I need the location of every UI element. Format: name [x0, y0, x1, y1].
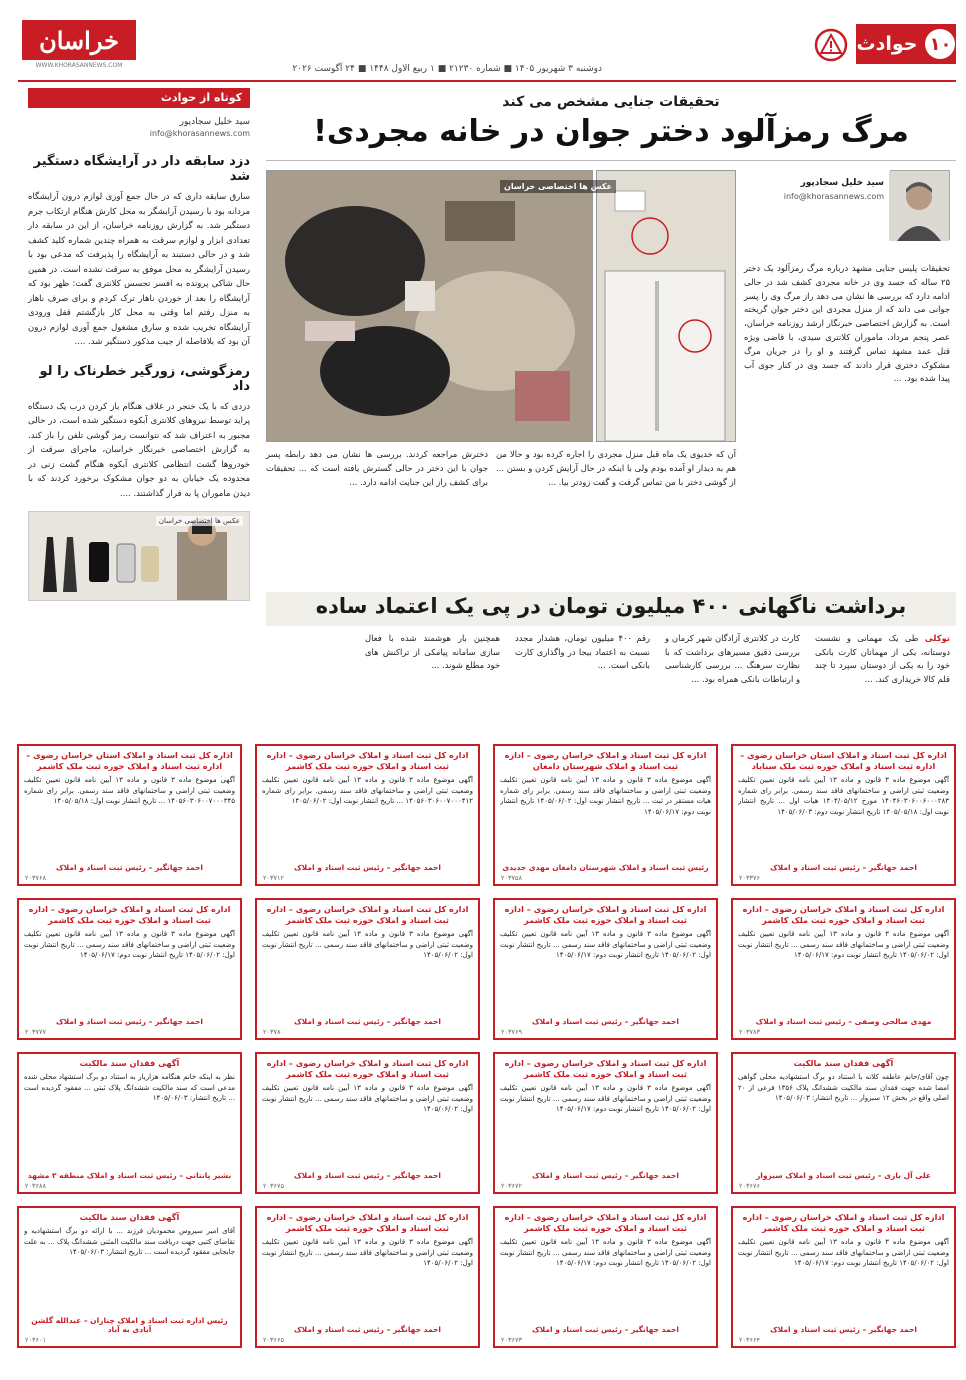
notice-body: آگهی موضوع ماده ۳ قانون و ماده ۱۳ آیین نامه قانون تعیین تکلیف وضعیت ثبتی اراضی و ساختمانهای فاقد سند رسمی ... تاریخ انتشار نوبت اول: ۱۴۰۵/۰۶/۰۲ تاریخ انتشار نوبت دوم: ۱۴۰۵/۰۶/۱۷	[500, 1084, 711, 1113]
notice-title: اداره کل ثبت اسناد و املاک خراسان رضوی – اداره ثبت اسناد و املاک حوزه ثبت ملک کاشمر	[742, 1212, 945, 1233]
story2-text: طی یک مهمانی و نشست دوستانه، یکی از مهمانان کارت بانکی خود را به یکی از دوستان سپرد تا چند قلم کالا خریداری کند. ...	[815, 633, 950, 684]
story2-column: کارت در کلانتری آزادگان شهر کرمان و بررسی دقیق مسیرهای برداشت که با نظارت سرهنگ ... بررسی کارشناسی و ارتباطات بانکی همراه بود. ...	[665, 633, 800, 684]
notice-code: ۲۰۳۶۷۳	[501, 1336, 522, 1344]
story2-column	[815, 632, 950, 732]
story2-column: رقم ۴۰۰ میلیون تومان، هشدار مجدد نسبت به اعتماد بیجا در واگذاری کارت بانکی است. ...	[515, 633, 650, 671]
legal-notice[interactable]	[255, 1052, 480, 1194]
legal-notice[interactable]	[255, 898, 480, 1040]
brief-body: دزدی که با یک خنجر در غلاف هنگام باز کردن درب یک دستگاه پراید توسط نیروهای کلانتری آبکوه دستگیر شده است، در حالی مجبور به اعتراف شد که نتوانست رمز گوشی تلفن را باز کند. به گزارش اختصاصی خبرنگار خراسان، ماجرای سرقت از خودروها گشت انتظامی کلانتری آبکوه هنگام گشت زنی در محدوده یک خیابان به دو جوان مشکوک برخورد کردند که با دیدن ماموران پا به فرار گذاشتند. ....	[28, 401, 250, 499]
notice-signature: احمد جهانگیر – رئیس ثبت اسناد و املاک	[532, 1325, 679, 1334]
warning-icon	[814, 28, 848, 62]
notice-code: ۲۰۳۶۸۸	[25, 1182, 46, 1190]
notice-body: آگهی موضوع ماده ۳ قانون و ماده ۱۳ آیین نامه قانون تعیین تکلیف وضعیت ثبتی اراضی و ساختمانهای فاقد سند رسمی ... تاریخ انتشار نوبت اول: ۱۴۰۵/۰۶/۰۲ تاریخ انتشار نوبت دوم: ۱۴۰۵/۰۶/۱۷	[500, 930, 711, 959]
notice-title: اداره کل ثبت اسناد و املاک خراسان رضوی – اداره ثبت اسناد و املاک حوزه ثبت ملک کاشمر	[504, 1212, 707, 1233]
notice-title: آگهی فقدان سند مالکیت	[79, 1058, 180, 1068]
story-byline	[783, 170, 950, 250]
notice-title: اداره کل ثبت اسناد و املاک استان خراسان رضوی – اداره ثبت اسناد و املاک حوزه ثبت ملک سناباد	[740, 750, 947, 771]
notice-signature: علی آل بازی – رئیس ثبت اسناد و املاک سبزوار	[755, 1171, 932, 1180]
notice-title: اداره کل ثبت اسناد و املاک استان خراسان رضوی – اداره ثبت اسناد و املاک حوزه ثبت ملک کاشمر	[26, 750, 233, 771]
brief-headline: دزد سابقه دار در آرایشگاه دستگیر شد	[33, 154, 250, 184]
legal-notice[interactable]	[255, 1206, 480, 1348]
author-avatar	[890, 170, 950, 240]
legal-notice[interactable]	[17, 744, 242, 886]
section-name: حوادث	[856, 33, 918, 55]
page-header	[0, 0, 966, 82]
notice-signature: احمد جهانگیر – رئیس ثبت اسناد و املاک	[294, 1171, 441, 1180]
notice-body: آقای امیر سیروس محمودیان فرزند ... با ارائه دو برگ استشهادیه و تقاضای کتبی جهت دریافت سند مالکیت المثنی ششدانگ پلاک ... به علت جابجایی مفقود گردیده است ... تاریخ انتشار: ۱۴۰۵/۰۶/۰۳	[24, 1227, 235, 1256]
legal-notice[interactable]	[17, 898, 242, 1040]
sidebar-title: کوتاه از حوادث	[28, 88, 250, 108]
legal-notice[interactable]	[731, 1206, 956, 1348]
brief-body: سارق سابقه داری که در حال جمع آوری لوازم درون آرایشگاه مردانه بود با رسیدن آرایشگر به محل کارش هنگام ارتکاب جرم دستگیر شد. به گزارش روزنامه خراسان، از این در سابقه دار تعدادی ابزار و لوازم سرقت به همراه چندین شماره کلید کشف شد و در حالی دستبند به آرایشگاه را پذیرفت که مدعی بود با رسیدن آرایشگر به محل موفق به سرقت نشده است. در همین حال شاکی پرونده به افسر تجسس کلانتری گفت: ظهر بود که آرایشگاه را بعد از خوردن ناهار ترک کردم و برای صرف ناهار به منزل رفتم اما وقتی به محل کار بازگشتم قفل ورودی آرایشگاه تخریب شده و سارق مشغول جمع آوری لوازم درون آن بود که بلافاصله از جیب مذکور دستگیر شد. ....	[28, 192, 250, 347]
notice-body: آگهی موضوع ماده ۳ قانون و ماده ۱۳ آیین نامه قانون تعیین تکلیف وضعیت ثبتی اراضی و ساختمانهای فاقد سند رسمی. برابر رای شماره ۱۴۰۵۶۰۳۰۶۰۰۷۰۰۰۳۴۵ ... تاریخ انتشار نوبت اول: ۱۴۰۵/۰۵/۱۸	[24, 776, 235, 805]
notice-code: ۲۰۳۶۷۵	[263, 1182, 284, 1190]
notice-code: ۲۰۳۶۰۱	[25, 1336, 46, 1344]
legal-notice[interactable]	[493, 898, 718, 1040]
story2-column: همچنین بار هوشمند شده با فعال سازی سامانه پیامکی از تراکنش های خود مطلع شوند. ...	[365, 633, 500, 671]
legal-notice[interactable]	[17, 1206, 242, 1348]
notice-title: اداره کل ثبت اسناد و املاک خراسان رضوی – اداره ثبت اسناد و املاک حوزه ثبت ملک کاشمر	[266, 1212, 469, 1233]
sidebar-author: سید خلیل سجادپور	[179, 117, 250, 127]
notice-title: اداره کل ثبت اسناد و املاک خراسان رضوی – اداره ثبت اسناد و املاک شهرستان دامغان	[504, 750, 707, 771]
notice-body: آگهی موضوع ماده ۳ قانون و ماده ۱۳ آیین نامه قانون تعیین تکلیف وضعیت ثبتی اراضی و ساختمانهای فاقد سند رسمی ... تاریخ انتشار نوبت اول: ۱۴۰۵/۰۶/۰۲	[262, 1084, 473, 1113]
story-kicker: تحقیقات جنایی مشخص می کند	[502, 94, 720, 110]
legal-notice[interactable]	[731, 744, 956, 886]
notice-title: اداره کل ثبت اسناد و املاک خراسان رضوی – اداره ثبت اسناد و املاک حوزه ثبت ملک کاشمر	[504, 1058, 707, 1079]
story-headline: مرگ رمزآلود دختر جوان در خانه مجردی!	[313, 114, 909, 149]
photo-caption: عکس ها اختصاصی خراسان	[156, 516, 243, 526]
notice-signature: احمد جهانگیر – رئیس ثبت اسناد و املاک	[294, 863, 441, 872]
notice-title: اداره کل ثبت اسناد و املاک خراسان رضوی – اداره ثبت اسناد و املاک حوزه ثبت ملک کاشمر	[504, 904, 707, 925]
notice-body: آگهی موضوع ماده ۳ قانون و ماده ۱۳ آیین نامه قانون تعیین تکلیف وضعیت ثبتی اراضی و ساختمانهای فاقد سند رسمی. برابر رای شماره ۱۴۰۴۶۰۳۰۶۰۰۶۰۰۰۲۸۳ مورخ ۱۴۰۴/۰۵/۱۲ هیات اول ... تاریخ انتشار نوبت اول: ۱۴۰۵/۰۵/۱۸ تاریخ انتشار نوبت دوم: ۱۴۰۵/۰۶/۰۳	[738, 776, 949, 816]
legal-notices-grid	[16, 744, 956, 1364]
story2-lead: توکلی	[924, 633, 950, 643]
logo-website: WWW.KHORASANNEWS.COM	[35, 62, 123, 69]
story-column: دخترش مراجعه کردند. بررسی ها نشان می دهد رابطه پسر جوان با این دختر در حالی گسترش یافته است که ... تحقیقات برای کشف راز این جنایت ادامه دارد. ...	[266, 449, 488, 487]
notice-signature: رئیس ثبت اسناد و املاک شهرستان دامغان مهدی جدیدی	[502, 863, 709, 872]
crime-scene-photo	[266, 170, 593, 442]
notice-signature: احمد جهانگیر – رئیس ثبت اسناد و املاک	[770, 1325, 917, 1334]
wall-evidence-photo	[596, 170, 736, 442]
notice-signature: احمد جهانگیر – رئیس ثبت اسناد و املاک	[294, 1017, 441, 1026]
notice-code: ۲۰۳۶۶۵	[263, 1336, 284, 1344]
notice-signature: احمد جهانگیر – رئیس ثبت اسناد و املاک	[770, 863, 917, 872]
notice-body: آگهی موضوع ماده ۳ قانون و ماده ۱۳ آیین نامه قانون تعیین تکلیف وضعیت ثبتی اراضی و ساختمانهای فاقد سند رسمی ... تاریخ انتشار نوبت اول: ۱۴۰۵/۰۶/۰۲	[262, 1238, 473, 1267]
sidebar-byline	[28, 116, 250, 140]
notice-code: ۲۰۳۷۸۳	[739, 1028, 760, 1036]
notice-signature: بشیر پانتانی – رئیس ثبت اسناد و املاک منطقه ۲ مشهد	[27, 1171, 232, 1180]
page-number: ۱۰	[925, 29, 955, 59]
notice-body: چون آقای/خانم عاطفه کلاته با استناد دو برگ استشهادیه محلی گواهی امضا شده جهت فقدان سند مالکیت ششدانگ پلاک ۱۳۵۶ فرعی از ۲۰ اصلی واقع در بخش ۱۲ سبزوار ... تاریخ انتشار: ۱۴۰۵/۰۶/۰۳	[738, 1073, 949, 1102]
legal-notice[interactable]	[731, 1052, 956, 1194]
headline-divider	[266, 160, 956, 161]
newspaper-logo[interactable]: خراسان	[22, 20, 136, 60]
author-email[interactable]: info@khorasannews.com	[783, 192, 884, 201]
evidence-photo	[28, 511, 250, 601]
notice-code: ۲۰۳۶۶۴	[739, 1336, 760, 1344]
notice-signature: مهدی صالحی وصفی – رئیس ثبت اسناد و املاک	[755, 1017, 932, 1026]
brief-headline: رمزگوشی، زورگیر خطرناک را لو داد	[39, 363, 250, 394]
story2-headline: برداشت ناگهانی ۴۰۰ میلیون تومان در پی یک اعتماد ساده	[315, 594, 907, 618]
notice-signature: احمد جهانگیر – رئیس ثبت اسناد و املاک	[56, 1017, 203, 1026]
notice-body: آگهی موضوع ماده ۳ قانون و ماده ۱۳ آیین نامه قانون تعیین تکلیف وضعیت ثبتی اراضی و ساختمانهای فاقد سند رسمی ... تاریخ انتشار نوبت اول: ۱۴۰۵/۰۶/۰۲ تاریخ انتشار نوبت دوم: ۱۴۰۵/۰۶/۱۷	[24, 930, 235, 959]
notice-signature: احمد جهانگیر – رئیس ثبت اسناد و املاک	[56, 863, 203, 872]
legal-notice[interactable]	[17, 1052, 242, 1194]
notice-title: اداره کل ثبت اسناد و املاک خراسان رضوی – اداره ثبت اسناد و املاک حوزه ثبت ملک کاشمر	[266, 750, 469, 771]
header-divider	[18, 80, 956, 82]
notice-code: ۲۰۳۶۷۲	[501, 1182, 522, 1190]
dateline: دوشنبه ۳ شهریور ۱۴۰۵ ■ شماره ۲۱۲۳۰ ■ ۱ ربیع الاول ۱۴۴۸ ■ ۲۴ آگوست ۲۰۲۶	[292, 64, 602, 74]
notice-title: اداره کل ثبت اسناد و املاک خراسان رضوی – اداره ثبت اسناد و املاک حوزه ثبت ملک کاشمر	[28, 904, 231, 925]
notice-code: ۲۰۳۷۱۲	[263, 874, 284, 882]
notice-title: آگهی فقدان سند مالکیت	[793, 1058, 894, 1068]
notice-body: آگهی موضوع ماده ۳ قانون و ماده ۱۳ آیین نامه قانون تعیین تکلیف وضعیت ثبتی اراضی و ساختمانهای فاقد سند رسمی. برابر رای شماره هیات مستقر در ثبت ... تاریخ انتشار نوبت اول: ۱۴۰۵/۰۶/۰۲ تاریخ انتشار نوبت دوم: ۱۴۰۵/۰۶/۱۷	[500, 776, 711, 816]
notice-signature: احمد جهانگیر – رئیس ثبت اسناد و املاک	[532, 1171, 679, 1180]
notice-body: آگهی موضوع ماده ۳ قانون و ماده ۱۳ آیین نامه قانون تعیین تکلیف وضعیت ثبتی اراضی و ساختمانهای فاقد سند رسمی ... تاریخ انتشار نوبت اول: ۱۴۰۵/۰۶/۰۲ تاریخ انتشار نوبت دوم: ۱۴۰۵/۰۶/۱۷	[500, 1238, 711, 1267]
section-badge	[856, 24, 956, 64]
story-column: آن که خدیوی یک ماه قبل منزل مجردی را اجاره کرده بود و حالا من هم به دیدار او آمده بودم ولی با اینکه در حال آرایش کردن و بستن ... از گوشی دختر با من تماس گرفت و گفت زودتر بیا. ...	[496, 449, 736, 487]
news-brief-sidebar	[28, 88, 250, 718]
notice-code: ۲۰۳۷۸۰	[263, 1028, 284, 1036]
notice-signature: احمد جهانگیر – رئیس ثبت اسناد و املاک	[294, 1325, 441, 1334]
notice-signature: رئیس اداره ثبت اسناد و املاک چناران – عبدالله گلشن آبادی به آباد	[31, 1316, 228, 1334]
notice-body: آگهی موضوع ماده ۳ قانون و ماده ۱۳ آیین نامه قانون تعیین تکلیف وضعیت ثبتی اراضی و ساختمانهای فاقد سند رسمی ... تاریخ انتشار نوبت اول: ۱۴۰۵/۰۶/۰۲ تاریخ انتشار نوبت دوم: ۱۴۰۵/۰۶/۱۷	[738, 930, 949, 959]
notice-body: آگهی موضوع ماده ۳ قانون و ماده ۱۳ آیین نامه قانون تعیین تکلیف وضعیت ثبتی اراضی و ساختمانهای فاقد سند رسمی ... تاریخ انتشار نوبت اول: ۱۴۰۵/۰۶/۰۲	[262, 930, 473, 959]
notice-title: اداره کل ثبت اسناد و املاک خراسان رضوی – اداره ثبت اسناد و املاک حوزه ثبت ملک کاشمر	[266, 904, 469, 925]
legal-notice[interactable]	[731, 898, 956, 1040]
notice-title: آگهی فقدان سند مالکیت	[79, 1212, 180, 1222]
notice-code: ۲۰۳۳۷۶	[739, 874, 760, 882]
legal-notice[interactable]	[255, 744, 480, 886]
notice-signature: احمد جهانگیر – رئیس ثبت اسناد و املاک	[532, 1017, 679, 1026]
notice-code: ۲۰۳۶۷۶	[739, 1182, 760, 1190]
notice-body: نظر به اینکه خانم هنگامه هزاریار به استناد دو برگ استشهاد محلی شده مدعی است که سند مالکیت ششدانگ پلاک ثبتی ... مفقود گردیده است ... تاریخ انتشار: ۱۴۰۵/۰۶/۰۳	[24, 1073, 235, 1102]
notice-title: اداره کل ثبت اسناد و املاک خراسان رضوی – اداره ثبت اسناد و املاک حوزه ثبت ملک کاشمر	[266, 1058, 469, 1079]
legal-notice[interactable]	[493, 1052, 718, 1194]
sidebar-email[interactable]: info@khorasannews.com	[149, 129, 250, 138]
notice-code: ۲۰۳۷۷۷	[25, 1028, 46, 1036]
notice-code: ۲۰۳۷۵۸	[501, 874, 522, 882]
notice-title: اداره کل ثبت اسناد و املاک خراسان رضوی – اداره ثبت اسناد و املاک حوزه ثبت ملک کاشمر	[742, 904, 945, 925]
notice-body: آگهی موضوع ماده ۳ قانون و ماده ۱۳ آیین نامه قانون تعیین تکلیف وضعیت ثبتی اراضی و ساختمانهای فاقد سند رسمی ... تاریخ انتشار نوبت اول: ۱۴۰۵/۰۶/۰۲ تاریخ انتشار نوبت دوم: ۱۴۰۵/۰۶/۱۷	[738, 1238, 949, 1267]
photo-credit: عکس ها اختصاصی خراسان	[500, 180, 616, 193]
author-name: سید خلیل سجادپور	[800, 178, 884, 188]
notice-code: ۲۰۳۷۶۹	[501, 1028, 522, 1036]
legal-notice[interactable]	[493, 744, 718, 886]
story-column: تحقیقات پلیس جنایی مشهد درباره مرگ رمزآلود یک دختر ۲۵ ساله که جسد وی در خانه مجردی کشف شد در حالی ادامه دارد که بررسی ها نشان می دهد راز مرگ وی را پسر جوانی می داند که از منزل مجردی این دختر جوان گریخته است. به گزارش اختصاصی خبرنگار ارشد روزنامه خراسان، عصر پنجم مرداد، ماموران کلانتری سیدی، با قاضی ویژه قتل عمد مشهد تماس گرفتند و او را در جریان مرگ مشکوک دختری قرار دادند که جسد وی در کنار جوی آب پیدا شده بود. ...	[744, 263, 950, 384]
legal-notice[interactable]	[493, 1206, 718, 1348]
notice-code: ۲۰۳۷۶۸	[25, 874, 46, 882]
notice-body: آگهی موضوع ماده ۳ قانون و ماده ۱۳ آیین نامه قانون تعیین تکلیف وضعیت ثبتی اراضی و ساختمانهای فاقد سند رسمی. برابر رای شماره ۱۴۰۵۶۰۳۰۶۰۰۷۰۰۰۴۱۲ ... تاریخ انتشار نوبت اول: ۱۴۰۵/۰۶/۰۲	[262, 776, 473, 805]
